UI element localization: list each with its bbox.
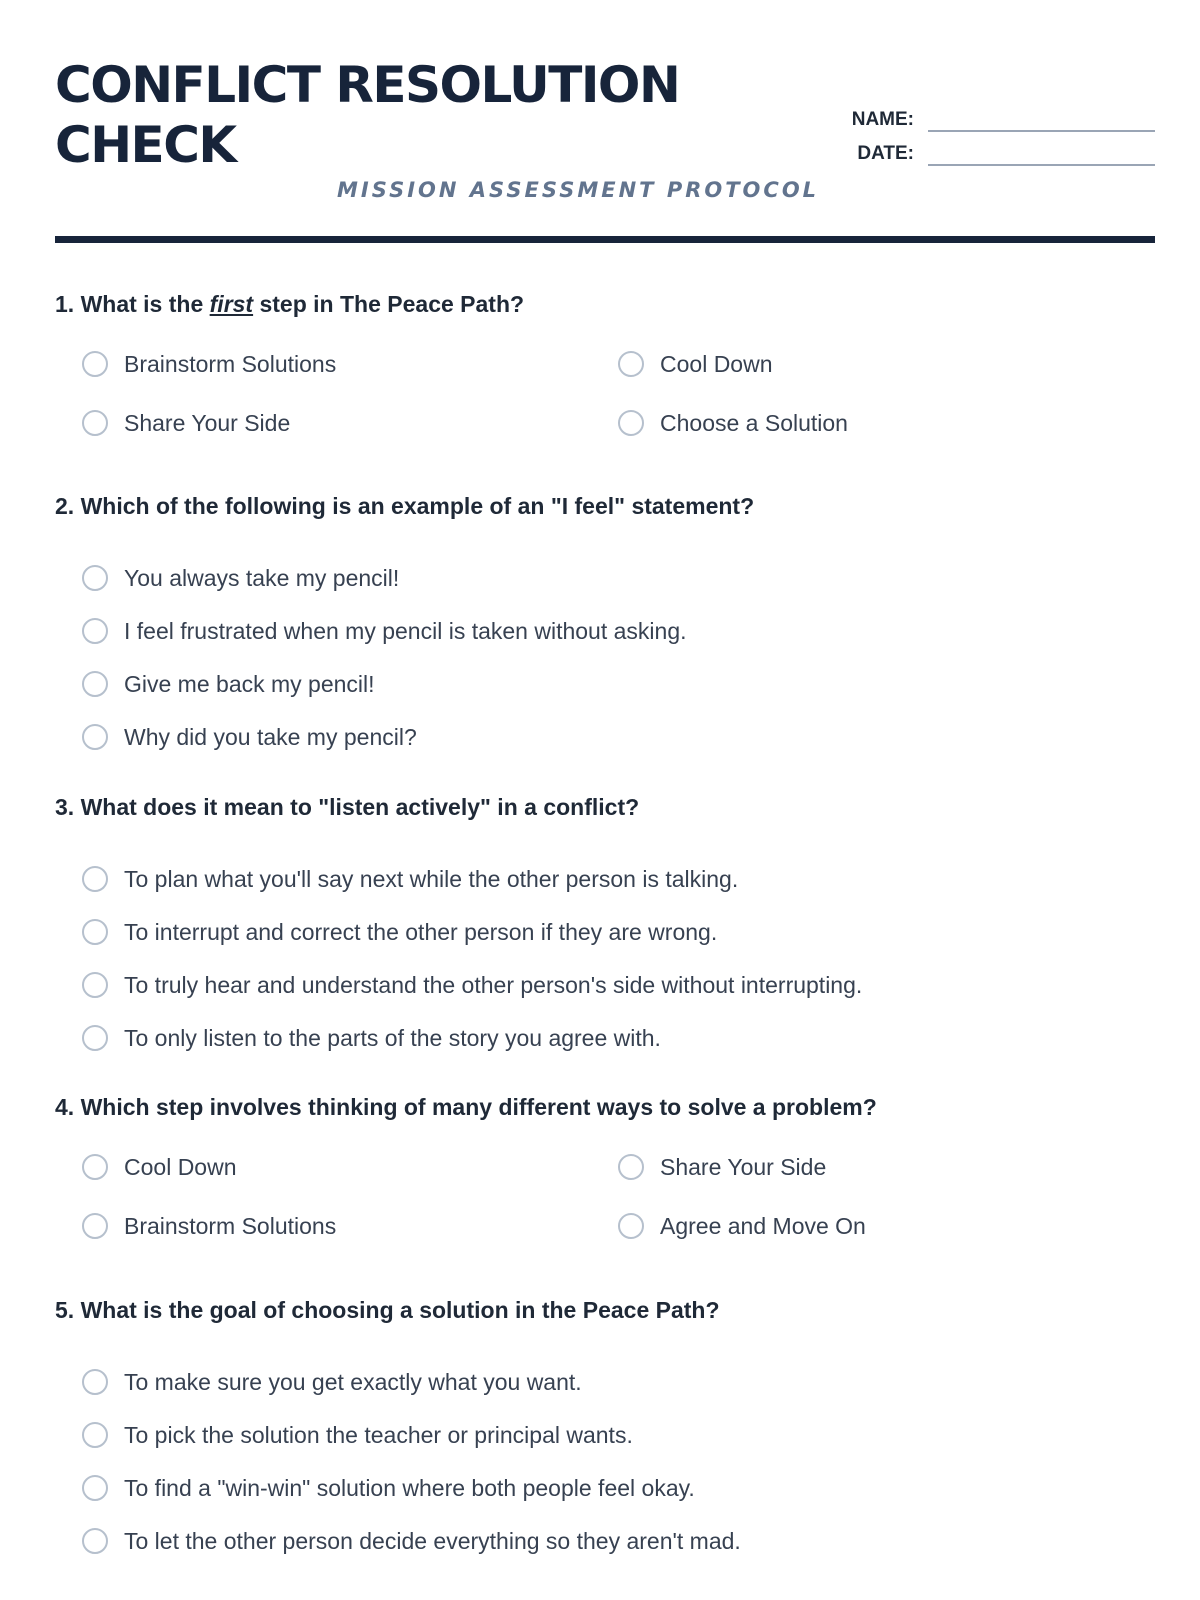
radio-button[interactable] — [82, 565, 108, 591]
question-1 — [55, 289, 1155, 469]
radio-button[interactable] — [82, 972, 108, 998]
page-title: CONFLICT RESOLUTION CHECK — [55, 56, 680, 174]
answer-option[interactable] — [55, 408, 290, 438]
radio-button[interactable] — [618, 1154, 644, 1180]
question-text: 3. What does it mean to "listen actively" in a conflict? — [55, 794, 640, 820]
page-subtitle: MISSION ASSESSMENT PROTOCOL — [337, 178, 820, 202]
radio-button[interactable] — [82, 1369, 108, 1395]
answer-options — [55, 349, 1155, 469]
option-label: To let the other person decide everything so they aren't mad. — [124, 1527, 741, 1554]
answer-option[interactable] — [55, 657, 1155, 710]
option-label: To pick the solution the teacher or principal wants. — [124, 1421, 633, 1448]
answer-option[interactable] — [591, 1152, 826, 1182]
answer-options — [55, 852, 1155, 1064]
radio-button[interactable] — [82, 1213, 108, 1239]
worksheet-header — [55, 0, 1155, 245]
answer-option[interactable] — [55, 905, 1155, 958]
radio-button[interactable] — [82, 410, 108, 436]
question-suffix: step in The Peace Path? — [253, 291, 525, 317]
question-prefix: 1. What is the — [55, 291, 210, 317]
option-label: Give me back my pencil! — [124, 670, 375, 697]
answer-option[interactable] — [591, 408, 848, 438]
option-label: To make sure you get exactly what you want. — [124, 1368, 582, 1395]
radio-button[interactable] — [82, 724, 108, 750]
option-label: You always take my pencil! — [124, 564, 400, 591]
question-text: 4. Which step involves thinking of many different ways to solve a problem? — [55, 1094, 877, 1120]
option-label: To find a "win-win" solution where both people feel okay. — [124, 1474, 695, 1501]
answer-options — [55, 1355, 1155, 1567]
question-4 — [55, 1092, 1155, 1272]
question-3 — [55, 792, 1155, 1064]
option-label: I feel frustrated when my pencil is taken without asking. — [124, 617, 687, 644]
answer-option[interactable] — [591, 1211, 866, 1241]
answer-option[interactable] — [55, 852, 1155, 905]
answer-option[interactable] — [55, 1152, 237, 1182]
answer-option[interactable] — [55, 958, 1155, 1011]
question-text: 5. What is the goal of choosing a solution in the Peace Path? — [55, 1297, 720, 1323]
option-label: To only listen to the parts of the story you agree with. — [124, 1024, 661, 1051]
name-label: NAME: — [851, 109, 914, 130]
question-5 — [55, 1295, 1155, 1567]
answer-option[interactable] — [55, 1461, 1155, 1514]
answer-option[interactable] — [55, 1211, 336, 1241]
radio-button[interactable] — [618, 410, 644, 436]
option-label: Choose a Solution — [660, 410, 848, 436]
option-label: Why did you take my pencil? — [124, 723, 417, 750]
radio-button[interactable] — [618, 1213, 644, 1239]
option-label: To interrupt and correct the other person if they are wrong. — [124, 918, 718, 945]
radio-button[interactable] — [82, 1475, 108, 1501]
radio-button[interactable] — [82, 351, 108, 377]
radio-button[interactable] — [82, 618, 108, 644]
answer-option[interactable] — [55, 604, 1155, 657]
radio-button[interactable] — [82, 866, 108, 892]
answer-option[interactable] — [55, 1355, 1155, 1408]
answer-option[interactable] — [55, 1408, 1155, 1461]
option-label: Share Your Side — [124, 410, 291, 436]
radio-button[interactable] — [82, 1422, 108, 1448]
name-field-row — [715, 98, 1155, 132]
radio-button[interactable] — [82, 1528, 108, 1554]
answer-option[interactable] — [55, 551, 1155, 604]
question-2 — [55, 491, 1155, 763]
radio-button[interactable] — [618, 351, 644, 377]
option-label: Cool Down — [660, 351, 773, 377]
header-divider — [55, 236, 1155, 243]
question-text — [55, 289, 1155, 319]
option-label: Brainstorm Solutions — [124, 1213, 337, 1239]
option-label: Brainstorm Solutions — [124, 351, 337, 377]
date-field[interactable] — [928, 140, 1155, 166]
question-text: 2. Which of the following is an example of an "I feel" statement? — [55, 493, 755, 519]
answer-option[interactable] — [55, 1011, 1155, 1064]
radio-button[interactable] — [82, 919, 108, 945]
option-label: Share Your Side — [660, 1154, 827, 1180]
answer-option[interactable] — [591, 349, 773, 379]
option-label: Cool Down — [124, 1154, 237, 1180]
name-field[interactable] — [928, 106, 1155, 132]
answer-options — [55, 551, 1155, 763]
radio-button[interactable] — [82, 1154, 108, 1180]
radio-button[interactable] — [82, 1025, 108, 1051]
question-emphasis: first — [209, 291, 254, 317]
answer-option[interactable] — [55, 349, 336, 379]
option-label: To truly hear and understand the other person's side without interrupting. — [124, 971, 863, 998]
option-label: Agree and Move On — [660, 1213, 866, 1239]
worksheet-page — [55, 0, 1155, 1554]
date-field-row — [715, 132, 1155, 166]
date-label: DATE: — [857, 143, 914, 164]
answer-option[interactable] — [55, 710, 1155, 763]
answer-options — [55, 1152, 1155, 1272]
option-label: To plan what you'll say next while the other person is talking. — [124, 865, 739, 892]
student-info-fields — [715, 98, 1155, 166]
radio-button[interactable] — [82, 671, 108, 697]
answer-option[interactable] — [55, 1514, 1155, 1567]
